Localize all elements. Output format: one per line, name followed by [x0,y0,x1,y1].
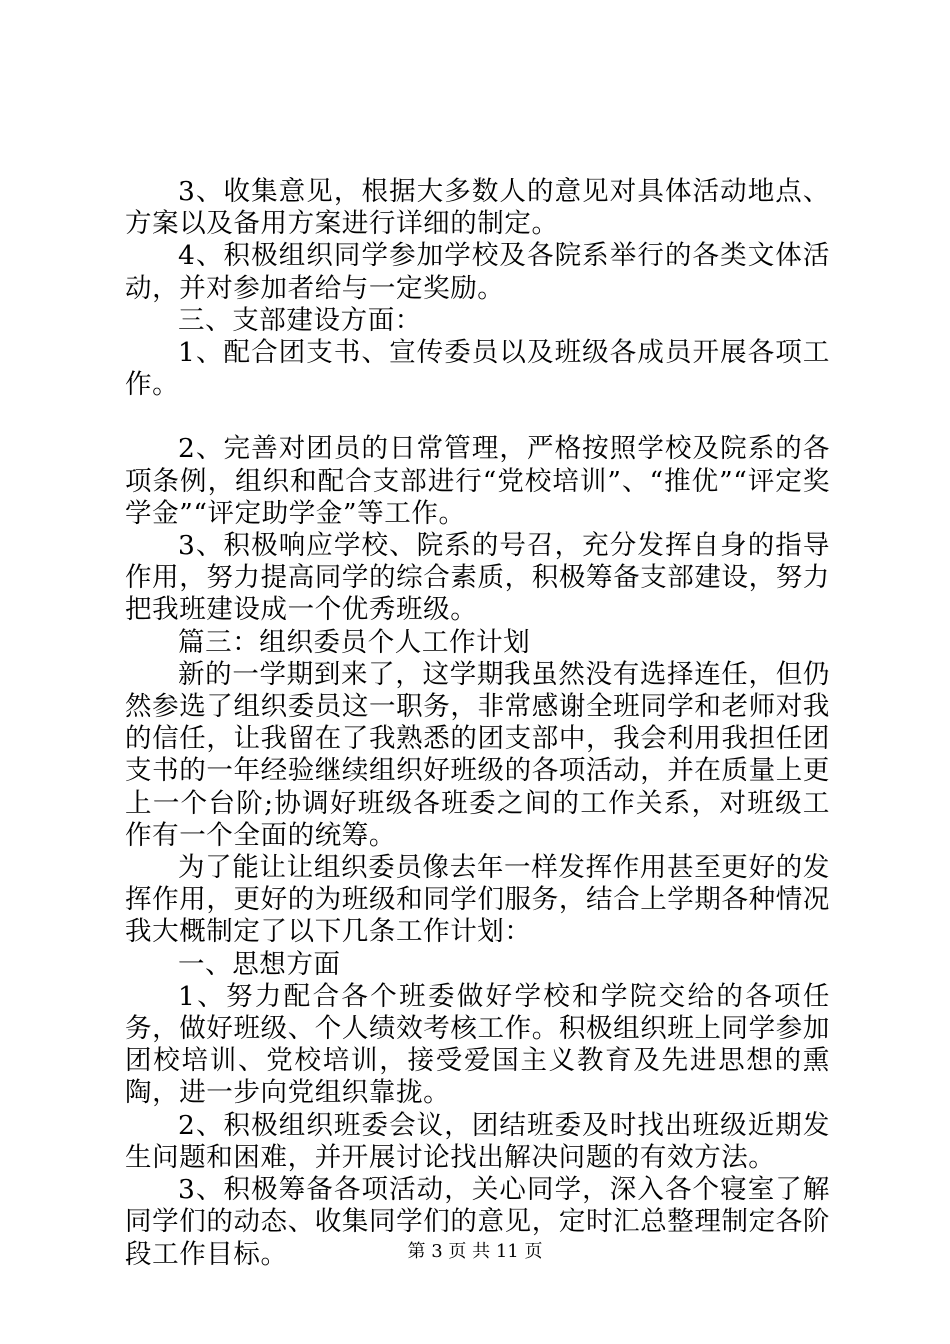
paragraph-8: 1、努力配合各个班委做好学校和学院交给的各项任务，做好班级、个人绩效考核工作。积极组织班上同学参加团校培训、党校培训，接受爱国主义教育及先进思想的熏陶，进一步向党组织靠拢。 [125,980,830,1109]
paragraph-5: 3、积极响应学校、院系的号召，充分发挥自身的指导作用，努力提高同学的综合素质，积极筹备支部建设，努力把我班建设成一个优秀班级。 [125,530,830,626]
section-heading-branch: 三、支部建设方面： [178,304,422,336]
page-number: 第 3 页 共 11 页 [407,1241,543,1262]
paragraph-6: 新的一学期到来了，这学期我虽然没有选择连任，但仍然参选了组织委员这一职务，非常感谢全班同学和老师对我的信任，让我留在了我熟悉的团支部中，我会利用我担任团支书的一年经验继续组织好班级的各项活动，并在质量上更上一个台阶;协调好班级各班委之间的工作关系，对班级工作有一个全面的统筹。 [125,658,830,851]
blank-line [125,401,830,433]
chapter-title: 篇三：组织委员个人工作计划 [178,626,531,658]
paragraph-2: 4、积极组织同学参加学校及各院系举行的各类文体活动，并对参加者给与一定奖励。 [125,240,830,304]
paragraph-7: 为了能让让组织委员像去年一样发挥作用甚至更好的发挥作用，更好的为班级和同学们服务，结合上学期各种情况我大概制定了以下几条工作计划： [125,852,830,948]
section-heading-thought: 一、思想方面 [178,948,341,980]
paragraph-3: 1、配合团支书、宣传委员以及班级各成员开展各项工作。 [125,337,830,401]
paragraph-1: 3、收集意见，根据大多数人的意见对具体活动地点、方案以及备用方案进行详细的制定。 [125,176,830,240]
paragraph-9: 2、积极组织班委会议，团结班委及时找出班级近期发生问题和困难，并开展讨论找出解决问题的有效方法。 [125,1109,830,1173]
paragraph-4: 2、完善对团员的日常管理，严格按照学校及院系的各项条例，组织和配合支部进行“党校培训”、“推优”“评定奖学金”“评定助学金”等工作。 [125,433,830,529]
paragraph-10: 3、积极筹备各项活动，关心同学，深入各个寝室了解同学们的动态、收集同学们的意见，定时汇总整理制定各阶段工作目标。 [125,1174,830,1270]
document-body [125,176,830,1271]
